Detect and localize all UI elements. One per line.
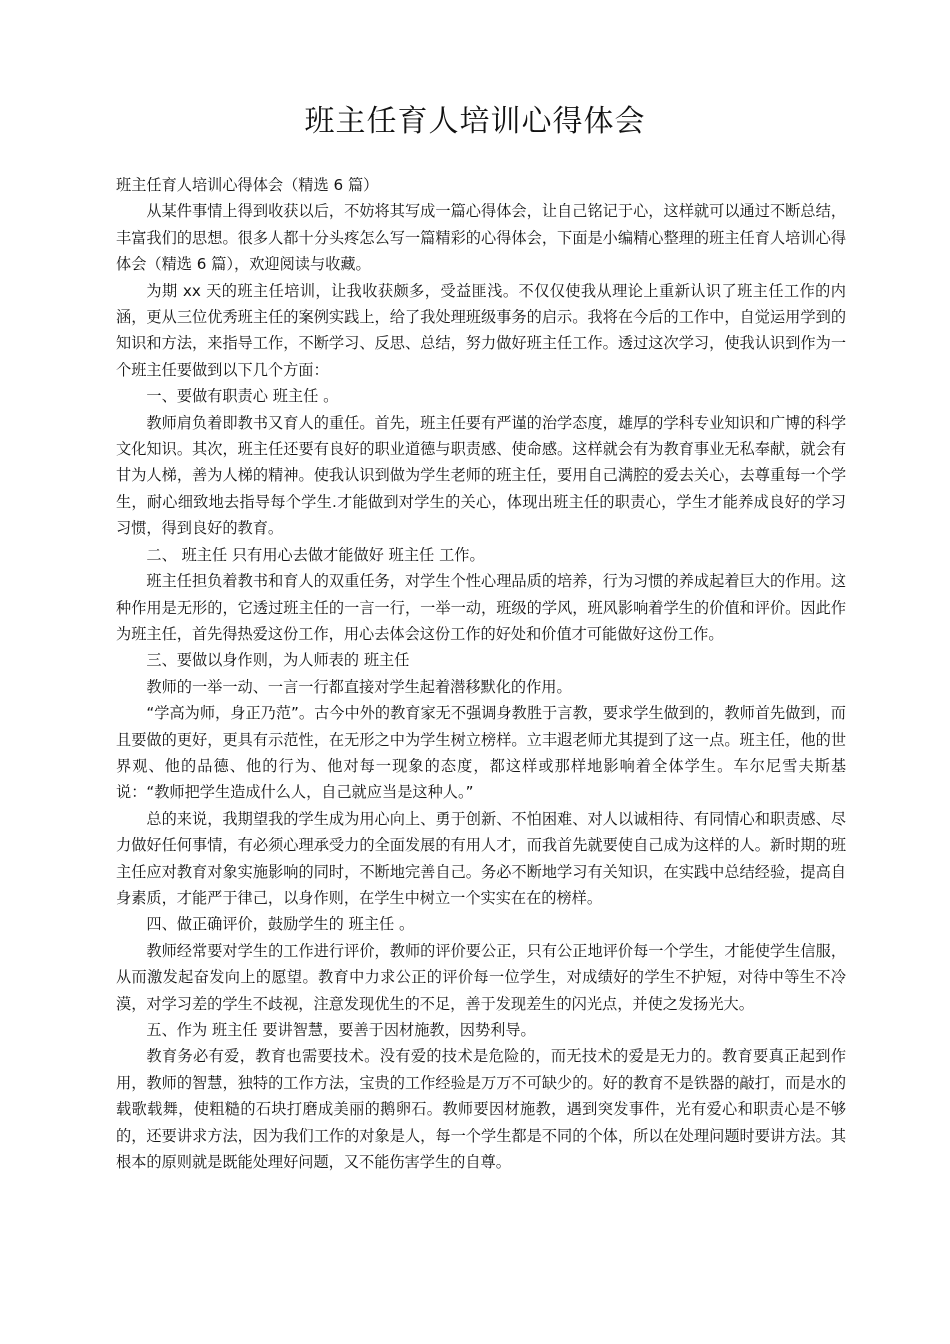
paragraph: 教师的一举一动、一言一行都直接对学生起着潜移默化的作用。: [146, 677, 572, 696]
paragraph: 总的来说，我期望我的学生成为用心向上、勇于创新、不怕困难、对人以诚相待、有同情心和职责感、尽力做好任何事情，有必须心理承受力的全面发展的有用人才，而我首先就要使自己成为这样的人。新时期的班主任应对教育对象实施影响的同时，不断地完善自己。务必不断地学习有关知识，在实践中总结经验，提高自身素质，才能严于律己，以身作则，在学生中树立一个实实在在的榜样。: [116, 809, 846, 907]
page-title: 班主任育人培训心得体会: [304, 104, 646, 139]
section-heading: 三、要做以身作则，为人师表的 班主任: [146, 651, 410, 670]
paragraph-intro: 从某件事情上得到收获以后，不妨将其写成一篇心得体会，让自己铭记于心，这样就可以通过不断总结，丰富我们的思想。很多人都十分头疼怎么写一篇精彩的心得体会，下面是小编精心整理的班主任育人培训心得体会（精选 6 篇），欢迎阅读与收藏。: [116, 202, 846, 274]
paragraph-subtitle: 班主任育人培训心得体会（精选 6 篇）: [116, 176, 379, 194]
paragraph: “学高为师，身正乃范”。古今中外的教育家无不强调身教胜于言教，要求学生做到的，教师首先做到，而且要做的更好，更具有示范性，在无形之中为学生树立榜样。立丰遐老师尤其提到了这一点。班主任，他的世界观、他的品德、他的行为、他对每一现象的态度，都这样或那样地影响着全体学生。车尔尼雪夫斯基说：“教师把学生造成什么人，自己就应当是这种人。”: [116, 704, 846, 802]
document-body: [116, 172, 846, 1175]
section-heading: 四、做正确评价，鼓励学生的 班主任 。: [146, 915, 415, 934]
paragraph: 班主任担负着教书和育人的双重任务，对学生个性心理品质的培养，行为习惯的养成起着巨大的作用。这种作用是无形的，它透过班主任的一言一行，一举一动，班级的学风，班风影响着学生的价值和评价。因此作为班主任，首先得热爱这份工作，用心去体会这份工作的好处和价值才可能做好这份工作。: [116, 572, 846, 643]
paragraph: 为期 xx 天的班主任培训，让我收获颇多，受益匪浅。不仅仅使我从理论上重新认识了班主任工作的内涵，更从三位优秀班主任的案例实践上，给了我处理班级事务的启示。我将在今后的工作中，自觉运用学到的知识和方法，来指导工作，不断学习、反思、总结，努力做好班主任工作。透过这次学习，使我认识到作为一个班主任要做到以下几个方面：: [116, 281, 846, 379]
paragraph: 教师肩负着即教书又育人的重任。首先，班主任要有严谨的治学态度，雄厚的学科专业知识和广博的科学文化知识。其次，班主任还要有良好的职业道德与职责感、使命感。这样就会有为教育事业无私奉献，就会有甘为人梯，善为人梯的精神。使我认识到做为学生老师的班主任，要用自己满腔的爱去关心，去尊重每一个学生，耐心细致地去指导每个学生.才能做到对学生的关心，体现出班主任的职责心，学生才能养成良好的学习习惯，得到良好的教育。: [116, 413, 846, 538]
section-heading: 一、要做有职责心 班主任 。: [146, 387, 339, 406]
paragraph: 教育务必有爱，教育也需要技术。没有爱的技术是危险的，而无技术的爱是无力的。教育要真正起到作用，教师的智慧，独特的工作方法，宝贵的工作经验是万万不可缺少的。好的教育不是铁器的敲打，而是水的载歌载舞，使粗糙的石块打磨成美丽的鹅卵石。教师要因材施教，遇到突发事件，光有爱心和职责心是不够的，还要讲求方法，因为我们工作的对象是人，每一个学生都是不同的个体，所以在处理问题时要讲方法。其根本的原则就是既能处理好问题，又不能伤害学生的自尊。: [116, 1047, 846, 1172]
section-heading: 五、作为 班主任 要讲智慧，要善于因材施教，因势利导。: [146, 1021, 536, 1039]
section-heading: 二、 班主任 只有用心去做才能做好 班主任 工作。: [146, 545, 485, 564]
paragraph: 教师经常要对学生的工作进行评价，教师的评价要公正，只有公正地评价每一个学生，才能使学生信服，从而激发起奋发向上的愿望。教育中力求公正的评价每一位学生，对成绩好的学生不护短，对待中等生不冷漠，对学习差的学生不歧视，注意发现优生的不足，善于发现差生的闪光点，并使之发扬光大。: [116, 941, 846, 1013]
